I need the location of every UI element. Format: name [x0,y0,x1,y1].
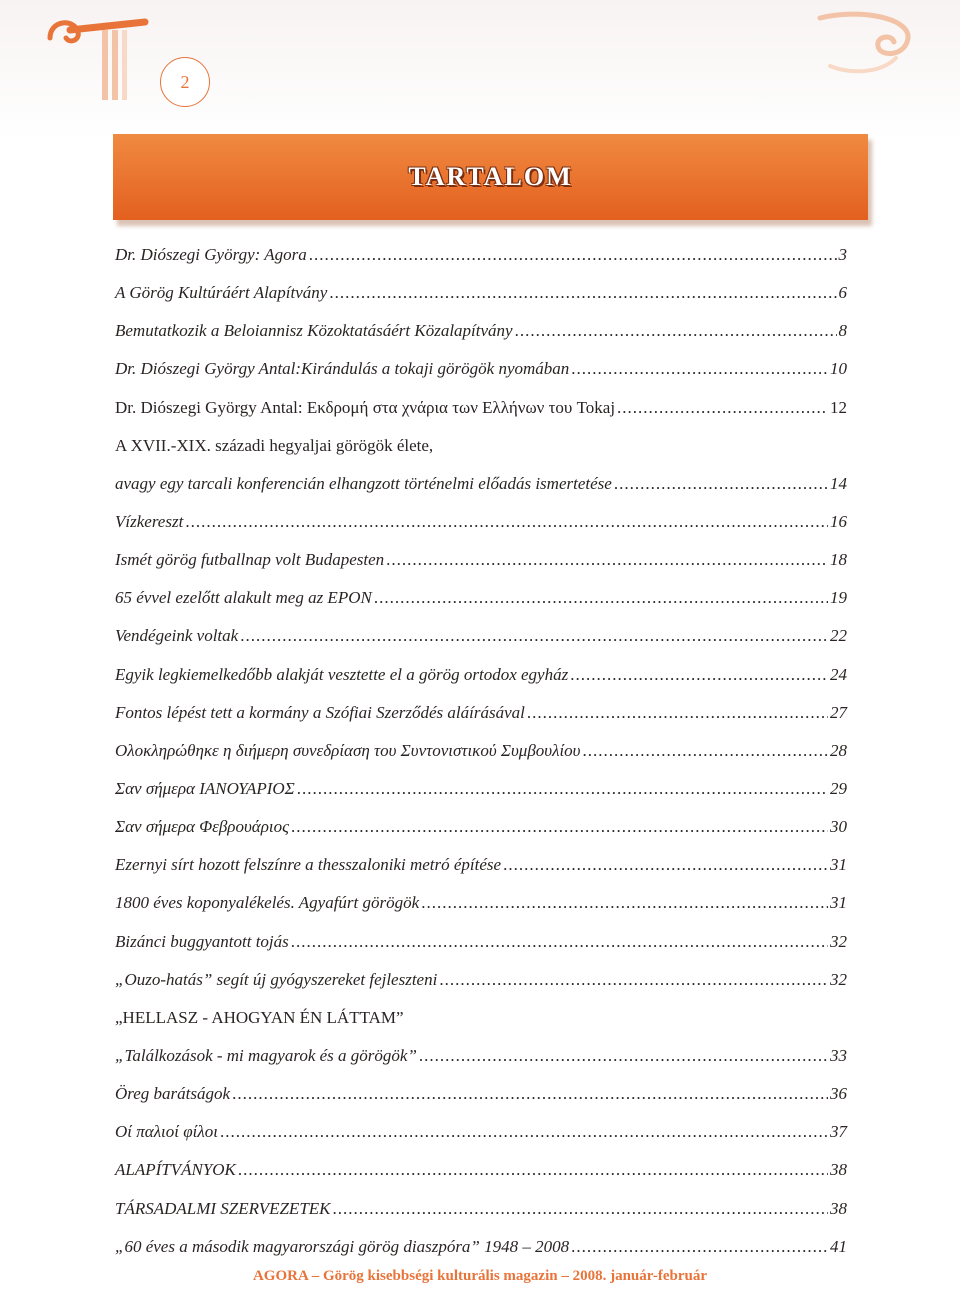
toc-entry-title: Ezernyi sírt hozott felszínre a thesszaloniki metró építése [115,855,502,875]
dot-leader [617,389,828,427]
toc-entry-page: 14 [830,473,847,493]
toc-entry-title: 65 évvel ezelőtt alakult meg az EPON [115,588,372,608]
toc-entry[interactable] [115,923,847,961]
toc-entry[interactable] [115,312,847,350]
toc-entry[interactable] [115,427,847,465]
dot-leader [374,579,828,617]
toc-entry-page: 41 [830,1236,847,1256]
toc-entry[interactable] [115,1228,847,1266]
toc-entry-title: Egyik legkiemelkedőbb alakját vesztette el a görög ortodox egyház [115,664,569,684]
toc-entry-page: 8 [838,321,847,341]
toc-entry[interactable] [115,846,847,884]
toc-entry-title: A Görög Kultúráért Alapítvány [115,283,328,303]
toc-entry[interactable] [115,1190,847,1228]
dot-leader [571,1228,828,1266]
toc-entry-page: 31 [830,893,847,913]
dot-leader [439,961,828,999]
toc-entry-page: 18 [830,550,847,570]
toc-entry[interactable] [115,694,847,732]
toc-entry-page: 28 [830,740,847,760]
toc-entry-title: „Ouzo-hatás” segít új gyógyszereket fejleszteni [115,969,438,989]
toc-entry-title: Dr. Diószegi György Antal: Εκδρομή στα χνάρια των Ελλήνων του Tokaj [115,397,616,417]
dot-leader [515,312,837,350]
toc-entry-page: 16 [830,511,847,531]
dot-leader [220,1113,828,1151]
toc-entry-page: 38 [830,1160,847,1180]
dot-leader [419,1037,828,1075]
dot-leader [582,732,828,770]
toc-entry[interactable] [115,656,847,694]
toc-entry[interactable] [115,999,847,1037]
toc-entry[interactable] [115,579,847,617]
dot-leader [240,617,828,655]
toc-entry-title: 1800 éves koponyalékelés. Agyafúrt görögök [115,893,420,913]
toc-entry-page: 27 [830,702,847,722]
dot-leader [527,694,828,732]
toc-entry-page: 38 [830,1198,847,1218]
dot-leader [297,770,828,808]
dot-leader [503,846,828,884]
toc-entry-page: 10 [830,359,847,379]
toc-entry[interactable] [115,1113,847,1151]
toc-entry-title: Dr. Diószegi György: Agora [115,245,307,264]
dot-leader [421,884,828,922]
toc-entry-title: Bemutatkozik a Beloiannisz Közoktatásáért Közalapítvány [115,321,513,341]
toc-entry-title: Dr. Diószegi György Antal:Kirándulás a tokaji görögök nyomában [115,359,570,379]
column-logo-icon [40,8,150,108]
toc-entry-page: 12 [830,397,847,417]
dot-leader [291,808,828,846]
toc-entry-page: 6 [838,283,847,303]
dot-leader [185,503,828,541]
toc-entry[interactable] [115,808,847,846]
toc-entry-page: 30 [830,817,847,837]
dot-leader [570,656,828,694]
toc-entry-title: Bizánci buggyantott tojás [115,931,289,951]
toc-entry[interactable] [115,274,847,312]
toc-entry-page: 37 [830,1122,847,1142]
toc-entry-page: 32 [830,969,847,989]
toc-entry-page: 32 [830,931,847,951]
toc-entry-page: 3 [838,245,847,264]
toc-entry[interactable] [115,732,847,770]
dot-leader [571,350,828,388]
dot-leader [614,465,828,503]
dot-leader [309,236,837,274]
toc-entry-page: 29 [830,778,847,798]
toc-entry-title: ALAPÍTVÁNYOK [115,1160,236,1180]
toc-entry-page: 19 [830,588,847,608]
toc-entry[interactable] [115,503,847,541]
dot-leader [232,1075,828,1113]
toc-entry[interactable] [115,350,847,388]
toc-entry[interactable] [115,465,847,503]
footer-text: AGORA – Görög kisebbségi kulturális magazin – 2008. január-február [252,1268,708,1284]
toc-entry-page: 36 [830,1084,847,1104]
toc-entry-page: 31 [830,855,847,875]
page-number: 2 [160,57,210,107]
toc-entry[interactable] [115,236,847,274]
toc-entry-title: avagy egy tarcali konferencián elhangzott történelmi előadás ismertetése [115,473,612,493]
dot-leader [291,923,828,961]
dot-leader [329,274,836,312]
toc-entry-page: 24 [830,664,847,684]
toc-entry-title: Vendégeink voltak [115,626,239,646]
toc-entry-title: TÁRSADALMI SZERVEZETEK [115,1198,331,1218]
toc-entry-title: „60 éves a második magyarországi görög diaszpóra” 1948 – 2008 [115,1236,570,1256]
toc-entry-title: Οί παλιοί φίλοι [115,1122,218,1142]
toc-entry[interactable] [115,389,847,427]
toc-entry-title: Σαν σήμερα Φεβρουάριος [115,817,289,837]
toc-entry-page: 33 [830,1045,847,1065]
dot-leader [238,1151,828,1189]
toc-entry[interactable] [115,1037,847,1075]
toc-entry[interactable] [115,961,847,999]
title-banner [113,134,868,220]
dot-leader [386,541,828,579]
spiral-ornament-icon [800,8,920,78]
toc-entry-page: 22 [830,626,847,646]
toc-entry[interactable] [115,1075,847,1113]
toc-entry-title: Ismét görög futballnap volt Budapesten [115,550,385,570]
toc-entry[interactable] [115,617,847,655]
toc-entry-title: Ολοκληρώθηκε η διήμερη συνεδρίαση του Συντονιστικού Συμβουλίου [115,740,581,760]
toc-entry-title: Vízkereszt [115,511,184,531]
toc-entry[interactable] [115,1151,847,1189]
toc-entry-title: „HELLASZ - AHOGYAN ÉN LÁTTAM” [115,1007,404,1027]
toc-entry-title: Öreg barátságok [115,1084,231,1104]
dot-leader [333,1190,829,1228]
table-of-contents [115,236,847,1266]
toc-entry[interactable] [115,770,847,808]
toc-entry-title: A XVII.-XIX. századi hegyaljai görögök élete, [115,435,434,455]
toc-entry-title: Fontos lépést tett a kormány a Szófiai Szerződés aláírásával [115,702,525,722]
toc-entry-title: Σαν σήμερα ΙΑΝΟΥΑΡΙΟΣ [115,778,295,798]
page-title: TARTALOM [408,162,573,191]
toc-entry-title: „Találkozások - mi magyarok és a görögök” [115,1045,417,1065]
toc-entry[interactable] [115,541,847,579]
toc-entry[interactable] [115,884,847,922]
